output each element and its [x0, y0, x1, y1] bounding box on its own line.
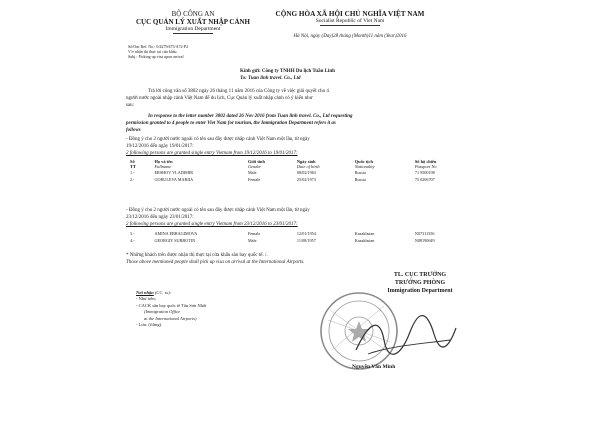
row-gender: Female — [247, 177, 261, 182]
header-dob: Ngày sinh Date of birth — [296, 159, 320, 169]
national-header — [265, 10, 435, 27]
recipients-title: Nơi nhận — [136, 290, 154, 295]
recipient-item: - Như trên; — [136, 296, 156, 302]
reference-number: Số/Our Ref. No.: 0/4279/475/A72-P2 — [128, 44, 189, 49]
header-no: Số TT — [130, 159, 136, 169]
nation-title: CỘNG HÒA XÃ HỘI CHỦ NGHĨA VIỆT NAM — [275, 10, 425, 18]
group1-table — [128, 159, 473, 183]
intro-vi-line-3: sau: — [126, 103, 135, 108]
header-underline — [173, 33, 213, 34]
row-name: GEORGIY SUBBOTIN — [154, 238, 196, 243]
group1-en: 2 following persons are granted single entry Vietnam from 19/12/2016 to 19/01/2017: — [126, 151, 298, 156]
signature-line-2: TRƯỞNG PHÒNG — [394, 280, 446, 286]
table-row — [128, 230, 473, 237]
row-dob: 08/02/1963 — [296, 170, 316, 175]
row-passport: N08190649 — [414, 238, 435, 243]
table-row — [128, 237, 473, 244]
row-nationality: Kazakhstan — [354, 231, 375, 236]
department-name-en: Immigration Department — [165, 26, 221, 32]
row-no: 2.- — [130, 177, 135, 182]
addressee-en: To: Tuan linh travel. Co., Ltd — [240, 76, 301, 81]
group2-vi-line-1: - Đồng ý cho 2 người nước ngoài có tên sau đây được nhập cảnh Việt Nam một lần, từ ngày — [126, 208, 310, 213]
row-dob: 25/02/1973 — [296, 177, 316, 182]
intro-en-line-2: permission granted to 4 people to enter Viet Nam for tourism, the Immigration Department refers it as — [126, 121, 336, 126]
group1-vi-line-2: 19/12/2016 đến ngày 19/01/2017: — [126, 144, 194, 149]
row-name: AMINA EBRAGIMOVA — [154, 231, 198, 236]
header-nationality: Quốc tịch Nationality — [354, 159, 375, 169]
row-dob: 12/01/1954 — [296, 231, 316, 236]
row-passport: N07311356 — [414, 231, 435, 236]
row-nationality: Russia — [354, 177, 366, 182]
intro-vi-line-2: người nước ngoài nhập cảnh Việt Nam để du lịch, Cục Quản lý xuất nhập cảnh có ý kiến như — [126, 96, 313, 101]
group2-en: 2 following persons are granted single entry Vietnam from 23/12/2016 to 23/01/2017: — [126, 222, 298, 227]
recipient-item: - Lưu: (filing). — [136, 322, 163, 328]
row-name: GORULEVA MARIIA — [154, 177, 194, 182]
recipient-item: - CACK sân bay quốc tế Tân Sơn Nhất — [136, 302, 207, 308]
signature-line-3: Immigration Department — [387, 288, 453, 294]
group2-table — [128, 230, 473, 244]
closing-en: Those above mentioned people shall pick up visa on arrival at the International Airports. — [126, 260, 305, 265]
intro-vi-line-1: Trả lời công văn số 3802 ngày 26 tháng 11 năm 2016 của Công ty về việc giải quyết cho 4 — [148, 89, 329, 94]
row-dob: 11/08/1957 — [296, 238, 316, 243]
letter-date: Hà Nội, ngày (Day)28 tháng (Month)11 năm (Year)2016 — [293, 34, 407, 39]
group1-vi-line-1: - Đồng ý cho 2 người nước ngoài có tên sau đây được nhập cảnh Việt Nam một lần, từ ngày — [126, 137, 310, 142]
table-header-row — [128, 159, 473, 169]
department-name: CỤC QUẢN LÝ XUẤT NHẬP CẢNH — [135, 18, 250, 26]
nation-title-en: Socialist Republic of Viet Nam — [315, 18, 385, 24]
subject-vi: V/v nhận thị thực tại cửa khẩu — [128, 49, 177, 54]
row-no: 1.- — [130, 170, 135, 175]
intro-en-line-1: In response to the letter number 3802 dated 26 Nov 2016 from Tuan linh travel. Co., Ltd requesting — [148, 114, 353, 119]
row-name: ERSHOV VLADIMIR — [154, 170, 194, 175]
signature-line-1: TL. CỤC TRƯỞNG — [393, 272, 447, 278]
recipients-title-en: (CC. to): — [154, 290, 172, 295]
row-passport: 75 0206707 — [414, 177, 435, 182]
table-row — [128, 169, 473, 176]
handwritten-signature-icon — [350, 310, 460, 362]
row-nationality: Kazakhstan — [354, 238, 375, 243]
row-gender: Male — [247, 238, 257, 243]
recipient-item: (Immigration Office — [144, 309, 181, 315]
closing-vi: * Những khách trên được nhận thị thực tại cửa khẩu sân bay quốc tế. /. — [126, 253, 268, 258]
row-no: 3.- — [130, 231, 135, 236]
row-gender: Male — [247, 170, 257, 175]
row-nationality: Russia — [354, 170, 366, 175]
nation-underline — [320, 25, 380, 26]
issuing-authority-header — [118, 10, 268, 35]
subject-en: Subj.: Picking up visa upon arrival — [128, 54, 184, 59]
header-passport: Số hộ chiếu Passport No — [414, 159, 437, 169]
table-row — [128, 176, 473, 183]
recipients-block — [136, 290, 206, 328]
row-passport: 71 9500198 — [414, 170, 435, 175]
signer-name: Nguyễn Văn Minh — [352, 364, 396, 370]
addressee-vi: Kính gửi: Công ty TNHH Du lịch Tuần Linh — [240, 69, 335, 74]
ministry-name: BỘ CÔNG AN — [171, 10, 215, 18]
row-no: 4.- — [130, 238, 135, 243]
header-fullname: Họ và tên Fullname — [154, 159, 173, 169]
intro-en-line-3: follows — [126, 128, 141, 133]
header-gender: Giới tính Gender — [247, 159, 265, 169]
recipient-item: at the International Airports) — [144, 315, 197, 321]
group2-vi-line-2: 23/12/2016 đến ngày 23/01/2017: — [126, 215, 194, 220]
row-gender: Female — [247, 231, 261, 236]
